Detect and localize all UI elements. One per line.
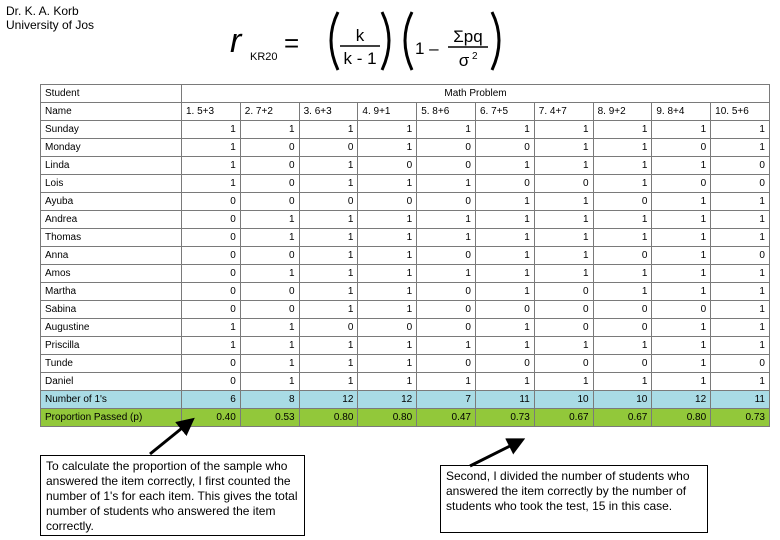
author-credit (6, 4, 94, 32)
score-cell: 1 (534, 139, 593, 157)
score-cell: 1 (182, 157, 241, 175)
score-cell: 0 (711, 157, 770, 175)
proportion-cell: 0.80 (299, 409, 358, 427)
problem-header: 5. 8+6 (417, 103, 476, 121)
score-cell: 1 (299, 373, 358, 391)
score-cell: 1 (299, 211, 358, 229)
score-cell: 1 (475, 193, 534, 211)
score-cell: 1 (240, 319, 299, 337)
score-cell: 1 (475, 319, 534, 337)
score-cell: 1 (475, 283, 534, 301)
proportion-cell: 0.73 (711, 409, 770, 427)
note-divide-by-n: Second, I divided the number of students who answered the item correctly by the number of students who took the test, 15 in this case. (440, 465, 708, 533)
ones-count-cell: 12 (299, 391, 358, 409)
score-cell: 1 (593, 211, 652, 229)
score-cell: 1 (240, 229, 299, 247)
problem-header: 8. 9+2 (593, 103, 652, 121)
score-cell: 0 (652, 301, 711, 319)
score-cell: 1 (593, 373, 652, 391)
score-cell: 1 (652, 247, 711, 265)
proportion-cell: 0.67 (593, 409, 652, 427)
score-cell: 0 (299, 319, 358, 337)
score-cell: 1 (182, 319, 241, 337)
proportion-cell: 0.80 (652, 409, 711, 427)
score-cell: 1 (240, 265, 299, 283)
score-cell: 1 (593, 157, 652, 175)
student-row (41, 337, 770, 355)
right-paren-1 (382, 12, 389, 70)
score-cell: 1 (475, 247, 534, 265)
header-row-problems (41, 103, 770, 121)
score-cell: 0 (182, 229, 241, 247)
score-cell: 1 (593, 229, 652, 247)
score-cell: 1 (417, 373, 476, 391)
score-cell: 0 (240, 157, 299, 175)
student-row (41, 211, 770, 229)
score-cell: 1 (652, 229, 711, 247)
score-cell: 1 (652, 337, 711, 355)
score-cell: 1 (652, 157, 711, 175)
score-cell: 1 (711, 229, 770, 247)
score-cell: 1 (182, 139, 241, 157)
score-cell: 0 (417, 355, 476, 373)
score-cell: 1 (711, 319, 770, 337)
score-cell: 1 (299, 157, 358, 175)
formula-equals: = (284, 28, 300, 58)
student-row (41, 121, 770, 139)
score-cell: 1 (475, 373, 534, 391)
score-cell: 0 (593, 301, 652, 319)
formula-r: r (230, 22, 242, 60)
problem-header: 7. 4+7 (534, 103, 593, 121)
score-cell: 1 (299, 337, 358, 355)
student-row (41, 283, 770, 301)
score-cell: 1 (711, 121, 770, 139)
item-analysis-table (40, 84, 770, 427)
student-name: Monday (41, 139, 182, 157)
ones-count-cell: 11 (711, 391, 770, 409)
ones-count-cell: 10 (593, 391, 652, 409)
ones-count-cell: 12 (652, 391, 711, 409)
formula-sigma: σ (458, 51, 470, 70)
score-cell: 0 (240, 175, 299, 193)
problem-header: 2. 7+2 (240, 103, 299, 121)
score-cell: 1 (475, 265, 534, 283)
problem-header: 4. 9+1 (358, 103, 417, 121)
formula-one-minus: 1 – (415, 39, 439, 58)
score-cell: 1 (358, 301, 417, 319)
score-cell: 1 (358, 337, 417, 355)
score-cell: 0 (417, 247, 476, 265)
score-cell: 1 (358, 211, 417, 229)
score-cell: 0 (417, 301, 476, 319)
score-cell: 1 (475, 157, 534, 175)
student-name: Daniel (41, 373, 182, 391)
score-cell: 1 (417, 337, 476, 355)
score-cell: 1 (299, 175, 358, 193)
score-cell: 1 (358, 355, 417, 373)
student-name: Martha (41, 283, 182, 301)
proportion-cell: 0.40 (182, 409, 241, 427)
student-row (41, 175, 770, 193)
score-cell: 1 (652, 319, 711, 337)
score-cell: 0 (182, 211, 241, 229)
score-cell: 1 (652, 283, 711, 301)
score-cell: 0 (182, 373, 241, 391)
score-cell: 0 (240, 301, 299, 319)
author-institution: University of Jos (6, 18, 95, 32)
score-cell: 1 (711, 301, 770, 319)
student-name: Ayuba (41, 193, 182, 211)
score-cell: 0 (417, 157, 476, 175)
score-cell: 1 (475, 229, 534, 247)
number-of-ones-row (41, 391, 770, 409)
score-cell: 1 (299, 247, 358, 265)
left-paren-2 (405, 12, 412, 70)
proportion-cell: 0.47 (417, 409, 476, 427)
score-cell: 1 (182, 175, 241, 193)
score-cell: 0 (240, 193, 299, 211)
score-cell: 1 (299, 283, 358, 301)
student-row (41, 265, 770, 283)
score-cell: 1 (652, 355, 711, 373)
score-cell: 0 (475, 301, 534, 319)
score-cell: 0 (652, 175, 711, 193)
score-cell: 0 (358, 319, 417, 337)
score-cell: 0 (475, 139, 534, 157)
student-name: Anna (41, 247, 182, 265)
score-cell: 1 (358, 139, 417, 157)
score-cell: 0 (534, 355, 593, 373)
score-cell: 0 (534, 283, 593, 301)
ones-count-cell: 7 (417, 391, 476, 409)
student-row (41, 157, 770, 175)
score-cell: 1 (240, 121, 299, 139)
score-cell: 0 (182, 301, 241, 319)
proportion-passed-label: Proportion Passed (p) (41, 409, 182, 427)
student-row (41, 355, 770, 373)
score-cell: 1 (240, 355, 299, 373)
score-cell: 1 (593, 139, 652, 157)
student-name: Augustine (41, 319, 182, 337)
score-cell: 1 (475, 211, 534, 229)
score-cell: 1 (534, 247, 593, 265)
score-cell: 0 (417, 319, 476, 337)
score-cell: 0 (475, 355, 534, 373)
score-cell: 1 (593, 283, 652, 301)
score-cell: 0 (182, 283, 241, 301)
student-row (41, 319, 770, 337)
ones-count-cell: 12 (358, 391, 417, 409)
score-cell: 1 (534, 211, 593, 229)
formula-sigma-squared: 2 (472, 51, 478, 62)
score-cell: 1 (711, 337, 770, 355)
ones-count-cell: 8 (240, 391, 299, 409)
score-cell: 0 (182, 193, 241, 211)
name-header: Name (41, 103, 182, 121)
score-cell: 1 (711, 373, 770, 391)
problem-header: 3. 6+3 (299, 103, 358, 121)
formula-k-numerator: k (355, 26, 365, 45)
ones-count-cell: 6 (182, 391, 241, 409)
score-cell: 1 (182, 337, 241, 355)
student-row (41, 229, 770, 247)
score-cell: 1 (711, 265, 770, 283)
score-cell: 1 (593, 175, 652, 193)
student-name: Linda (41, 157, 182, 175)
student-row (41, 247, 770, 265)
student-row (41, 301, 770, 319)
score-cell: 1 (358, 283, 417, 301)
score-cell: 0 (417, 193, 476, 211)
student-name: Thomas (41, 229, 182, 247)
score-cell: 1 (358, 265, 417, 283)
score-cell: 1 (358, 373, 417, 391)
score-cell: 0 (358, 157, 417, 175)
score-cell: 1 (534, 229, 593, 247)
score-cell: 1 (534, 157, 593, 175)
score-cell: 0 (182, 247, 241, 265)
score-cell: 1 (593, 265, 652, 283)
proportion-passed-row (41, 409, 770, 427)
score-cell: 1 (240, 211, 299, 229)
score-cell: 1 (534, 265, 593, 283)
score-cell: 1 (358, 229, 417, 247)
student-name: Priscilla (41, 337, 182, 355)
student-name: Andrea (41, 211, 182, 229)
score-cell: 0 (593, 355, 652, 373)
score-cell: 0 (240, 139, 299, 157)
score-cell: 1 (711, 139, 770, 157)
formula-subscript: KR20 (250, 51, 278, 63)
score-cell: 0 (593, 193, 652, 211)
kr20-formula (228, 2, 528, 82)
student-name: Amos (41, 265, 182, 283)
score-cell: 1 (299, 121, 358, 139)
problem-header: 10. 5+6 (711, 103, 770, 121)
score-cell: 0 (593, 319, 652, 337)
score-cell: 1 (652, 265, 711, 283)
score-cell: 1 (711, 193, 770, 211)
header-row-group (41, 85, 770, 103)
score-cell: 0 (240, 247, 299, 265)
score-cell: 0 (299, 193, 358, 211)
score-cell: 1 (475, 337, 534, 355)
score-cell: 1 (299, 229, 358, 247)
problem-header: 9. 8+4 (652, 103, 711, 121)
score-cell: 0 (534, 301, 593, 319)
score-cell: 1 (240, 373, 299, 391)
score-cell: 1 (652, 121, 711, 139)
score-cell: 0 (475, 175, 534, 193)
problem-header: 6. 7+5 (475, 103, 534, 121)
arrow-to-proportion-row (470, 440, 522, 466)
score-cell: 1 (475, 121, 534, 139)
score-cell: 0 (711, 247, 770, 265)
score-cell: 0 (182, 355, 241, 373)
score-cell: 1 (299, 355, 358, 373)
proportion-cell: 0.53 (240, 409, 299, 427)
score-cell: 1 (358, 175, 417, 193)
student-name: Lois (41, 175, 182, 193)
score-cell: 0 (417, 139, 476, 157)
author-name: Dr. K. A. Korb (6, 4, 79, 18)
proportion-cell: 0.73 (475, 409, 534, 427)
problem-header: 1. 5+3 (182, 103, 241, 121)
score-cell: 0 (534, 175, 593, 193)
score-cell: 0 (240, 283, 299, 301)
right-paren-2 (492, 12, 499, 70)
score-cell: 1 (358, 247, 417, 265)
score-cell: 0 (417, 283, 476, 301)
formula-spq-numerator: Σpq (453, 27, 483, 46)
score-cell: 1 (534, 373, 593, 391)
score-cell: 1 (182, 121, 241, 139)
score-cell: 0 (182, 265, 241, 283)
score-cell: 1 (417, 265, 476, 283)
proportion-cell: 0.67 (534, 409, 593, 427)
left-paren-1 (331, 12, 338, 70)
math-problem-header: Math Problem (182, 85, 770, 103)
score-cell: 0 (534, 319, 593, 337)
student-row (41, 139, 770, 157)
student-name: Sunday (41, 121, 182, 139)
score-cell: 0 (299, 139, 358, 157)
ones-count-cell: 10 (534, 391, 593, 409)
note-count-ones: To calculate the proportion of the sample who answered the item correctly, I first counted the number of 1's for each item. This gives the total number of students who answered the item correctly. (40, 455, 305, 536)
score-cell: 1 (299, 301, 358, 319)
score-cell: 0 (711, 355, 770, 373)
student-row (41, 373, 770, 391)
score-cell: 0 (593, 247, 652, 265)
score-cell: 1 (593, 337, 652, 355)
score-cell: 1 (534, 121, 593, 139)
number-of-ones-label: Number of 1's (41, 391, 182, 409)
student-name: Tunde (41, 355, 182, 373)
score-cell: 1 (299, 265, 358, 283)
score-cell: 1 (358, 121, 417, 139)
formula-k-denominator: k - 1 (343, 49, 377, 68)
student-row (41, 193, 770, 211)
score-cell: 0 (358, 193, 417, 211)
score-cell: 1 (652, 211, 711, 229)
score-cell: 1 (652, 193, 711, 211)
student-header: Student (41, 85, 182, 103)
score-cell: 0 (652, 139, 711, 157)
score-cell: 1 (534, 193, 593, 211)
score-cell: 1 (652, 373, 711, 391)
score-cell: 1 (711, 211, 770, 229)
proportion-cell: 0.80 (358, 409, 417, 427)
score-cell: 1 (711, 283, 770, 301)
score-cell: 1 (534, 337, 593, 355)
score-cell: 1 (593, 121, 652, 139)
score-cell: 1 (417, 229, 476, 247)
score-cell: 1 (240, 337, 299, 355)
score-cell: 1 (417, 211, 476, 229)
score-cell: 1 (417, 121, 476, 139)
score-cell: 1 (417, 175, 476, 193)
score-cell: 0 (711, 175, 770, 193)
ones-count-cell: 11 (475, 391, 534, 409)
student-name: Sabina (41, 301, 182, 319)
